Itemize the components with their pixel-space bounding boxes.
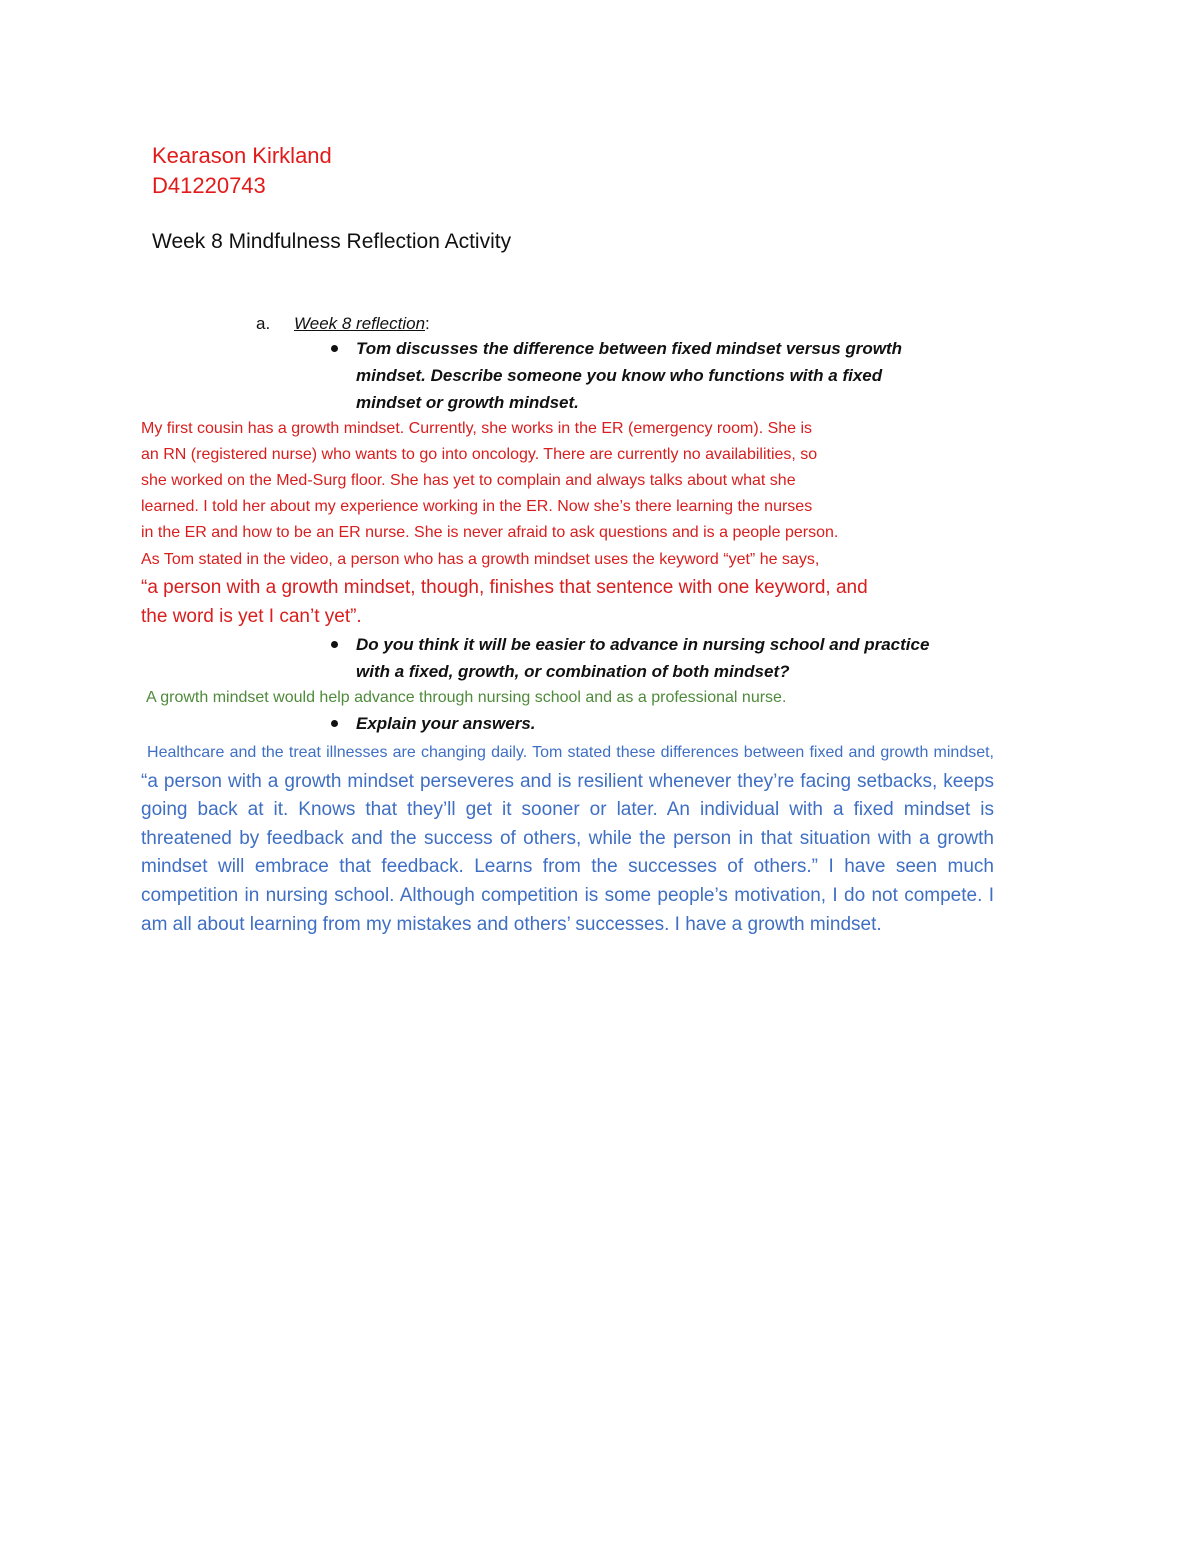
document-title: Week 8 Mindfulness Reflection Activity [152,230,512,253]
answer-1-line-4: learned. I told her about my experience working in the ER. Now she’s there learning the nurses [141,498,813,515]
answer-1-line-6: As Tom stated in the video, a person who has a growth mindset uses the keyword “yet” he says, [141,551,820,568]
list-marker: a. [256,314,271,333]
list-label-suffix: : [425,314,430,333]
answer-1-line-3: she worked on the Med-Surg floor. She has yet to complain and always talks about what she [141,472,796,489]
answer-1-quote-line-1: “a person with a growth mindset, though, finishes that sentence with one keyword, and [141,577,868,598]
answer-2: A growth mindset would help advance through nursing school and as a professional nurse. [146,689,787,706]
list-label [294,311,430,337]
question-2-line-2: with a fixed, growth, or combination of both mindset? [356,662,790,681]
question-3: Explain your answers. [356,714,536,733]
answer-1-line-2: an RN (registered nurse) who wants to go into oncology. There are currently no availabilities, so [141,446,818,463]
answer-3-intro: Healthcare and the treat illnesses are changing daily. Tom stated these differences between fixed and growth mindset, [147,744,995,761]
list-label-text: Week 8 reflection [294,314,426,333]
question-2-line-1: Do you think it will be easier to advance in nursing school and practice [356,635,930,654]
student-id: D41220743 [152,173,266,198]
question-1-line-2: mindset. Describe someone you know who functions with a fixed [356,366,883,385]
answer-3-body: “a person with a growth mindset perseveres and is resilient whenever they’re facing setbacks, keeps going back at it. Knows that they’ll get it sooner or later. An individual with a fixed mindset is threatened by feedback and the success of others, while the person in that situation with a growth mindset will embrace that feedback. Learns from the successes of others.” I have seen much competition in nursing school. Although competition is some people’s motivation, I do not compete. I am all about learning from my mistakes and others’ successes. I have a growth mindset. [141,770,994,935]
bullet-icon [331,720,338,727]
answer-3-paragraph [141,738,994,939]
bullet-icon [331,641,338,648]
answer-1-line-5: in the ER and how to be an ER nurse. She is never afraid to ask questions and is a people person. [141,524,839,541]
author-name: Kearason Kirkland [152,143,332,168]
bullet-icon [331,345,338,352]
question-1-line-1: Tom discusses the difference between fixed mindset versus growth [356,339,903,358]
question-1-line-3: mindset or growth mindset. [356,393,579,412]
answer-1-line-1: My first cousin has a growth mindset. Currently, she works in the ER (emergency room). She is [141,420,813,437]
answer-1-quote-line-2: the word is yet I can’t yet”. [141,606,362,627]
